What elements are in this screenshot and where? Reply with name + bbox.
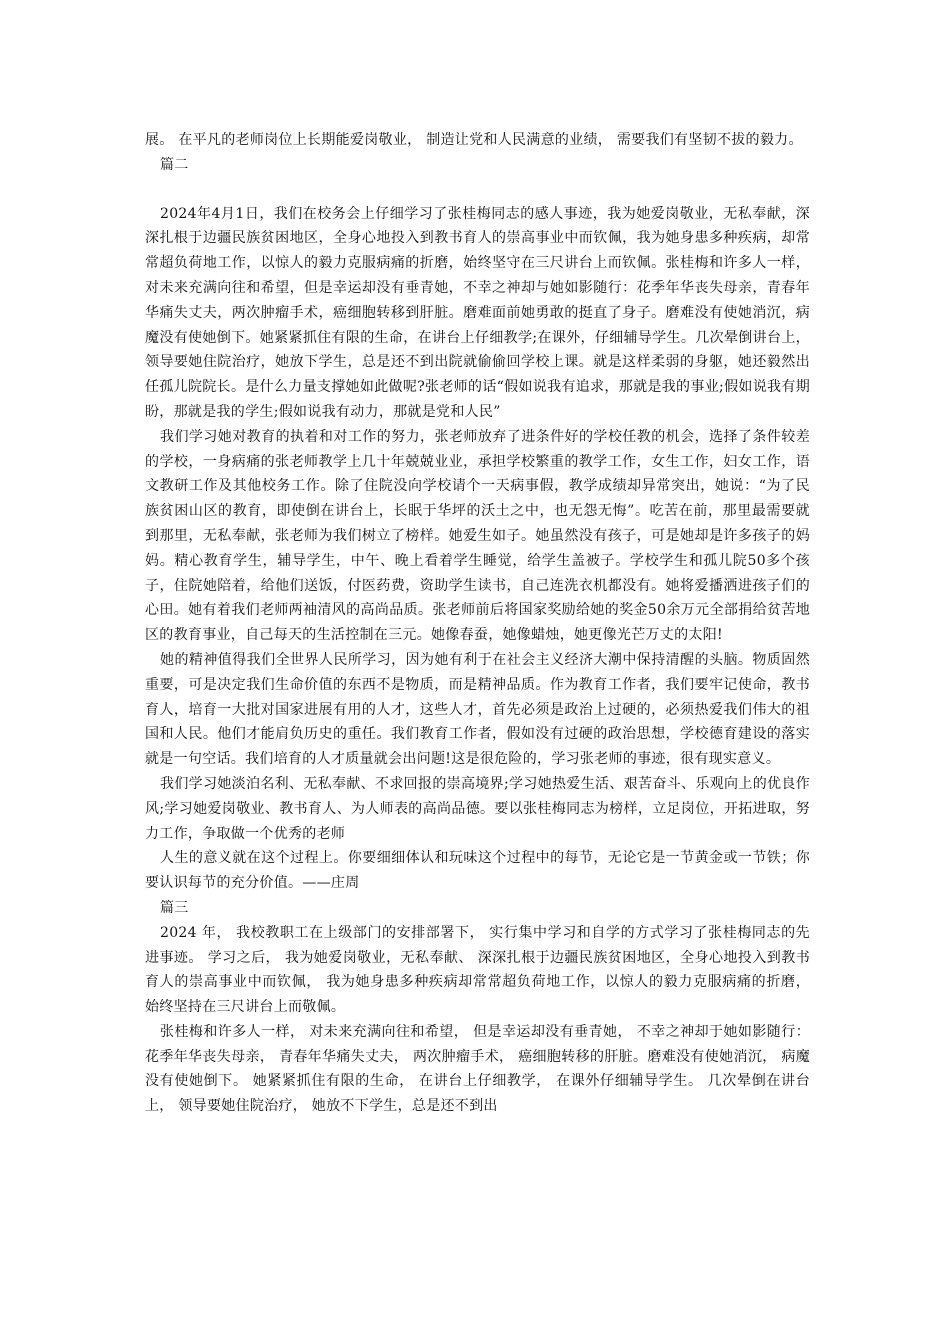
section-heading-3: 篇三: [160, 899, 189, 916]
paragraph-5-quote: 人生的意义就在这个过程上。你要细细体认和玩味这个过程中的每节，无论它是一节黄金或一节铁；你要认识每节的充分价值。——庄周: [145, 850, 810, 892]
blank-line: [145, 178, 810, 202]
paragraph-2: 我们学习她对教育的执着和对工作的努力，张老师放弃了进条件好的学校任教的机会，选择了条件较差的学校，一身病痛的张老师教学上几十年兢兢业业，承担学校繁重的教学工作，女生工作，妇女工作，语文教研工作及其他校务工作。除了住院没向学校请个一天病事假，教学成绩却异常突出，她说：“为了民族贫困山区的教育，即使倒在讲台上，长眠于华坪的沃土之中，也无怨无悔”。吃苦在前，那里最需要就到那里，无私奉献，张老师为我们树立了榜样。她爱生如子。她虽然没有孩子，可是她却是许多孩子的妈妈。精心教育学生，辅导学生，中午、晚上看着学生睡觉，给学生盖被子。学校学生和孤儿院50多个孩子，住院她陪着，给他们送饭，付医药费，资助学生读书，自己连洗衣机都没有。她将爱播洒进孩子们的心田。她有着我们老师两袖清风的高尚品质。张老师前后将国家奖励给她的奖金50余万元全部捐给贫苦地区的教育事业，自己每天的生活控制在三元。她像春蚕，她像蜡烛，她更像光芒万丈的太阳!: [145, 428, 810, 644]
paragraph-3: 她的精神值得我们全世界人民所学习，因为她有利于在社会主义经济大潮中保持清醒的头脑。物质固然重要，可是决定我们生命价值的东西不是物质，而是精神品质。作为教育工作者，我们要牢记使命，教书育人，培育一大批对国家进展有用的人才，这些人才，首先必须是政治上过硬的，必须热爱我们伟大的祖国和人民。他们才能肩负历史的重任。我们教育工作者，假如没有过硬的政治思想，学校德育建设的落实就是一句空话。我们培育的人才质量就会出问题!这是很危险的，学习张老师的事迹，很有现实意义。: [145, 651, 810, 768]
paragraph-4: 我们学习她淡泊名利、无私奉献、不求回报的崇高境界;学习她热爱生活、艰苦奋斗、乐观向上的优良作风;学习她爱岗敬业、教书育人、为人师表的高尚品德。要以张桂梅同志为榜样，立足岗位，开拓进取，努力工作，争取做一个优秀的老师: [145, 775, 810, 842]
paragraph-1: 2024年4月1日，我们在校务会上仔细学习了张桂梅同志的感人事迹，我为她爱岗敬业，无私奉献，深深扎根于边疆民族贫困地区，全身心地投入到教书育人的崇高事业中而钦佩，我为她身患多种疾病，却常常超负荷地工作，以惊人的毅力克服病痛的折磨，始终坚守在三尺讲台上而钦佩。张桂梅和许多人一样，对未来充满向往和希望，但是幸运却没有垂青她，不幸之神却与她如影随行：花季年华丧失母亲，青春年华痛失丈夫，两次肿瘤手术，癌细胞转移到肝脏。磨难面前她勇敢的挺直了身子。磨难没有使她消沉，病魔没有使她倒下。她紧紧抓住有限的生命，在讲台上仔细教学;在课外，仔细辅导学生。几次晕倒讲台上，领导要她住院治疗，她放下学生，总是还不到出院就偷偷回学校上课。就是这样柔弱的身躯，她还毅然出任孤儿院院长。是什么力量支撑她如此做呢?张老师的话“假如说我有追求，那就是我的事业;假如说我有期盼，那就是我的学生;假如说我有动力，那就是党和人民”: [145, 205, 810, 420]
paragraph-7: 张桂梅和许多人一样， 对未来充满向往和希望， 但是幸运却没有垂青她， 不幸之神却于她如影随行： 花季年华丧失母亲， 青春年华痛失丈夫， 两次肿瘤手术， 癌细胞转移的肝脏。磨难没有使她消沉， 病魔没有使她倒下。 她紧紧抓住有限的生命， 在讲台上仔细教学， 在课外仔细辅导学生。 几次晕倒在讲台上， 领导要她住院治疗， 她放不下学生，总是还不到出: [145, 1023, 810, 1115]
paragraph-continuation: 展。 在平凡的老师岗位上长期能爱岗敬业， 制造让党和人民满意的业绩， 需要我们有坚韧不拔的毅力。: [145, 132, 803, 148]
section-heading-2: 篇二: [160, 156, 189, 173]
paragraph-6: 2024 年， 我校教职工在上级部门的安排部署下， 实行集中学习和自学的方式学习了张桂梅同志的先进事迹。 学习之后， 我为她爱岗敬业，无私奉献、 深深扎根于边疆民族贫困地区，全身心地投入到教书育人的崇高事业中而钦佩， 我为她身患多种疾病却常常超负荷地工作，以惊人的毅力克服病痛的折磨， 始终坚持在三尺讲台上而敬佩。: [145, 924, 810, 1016]
